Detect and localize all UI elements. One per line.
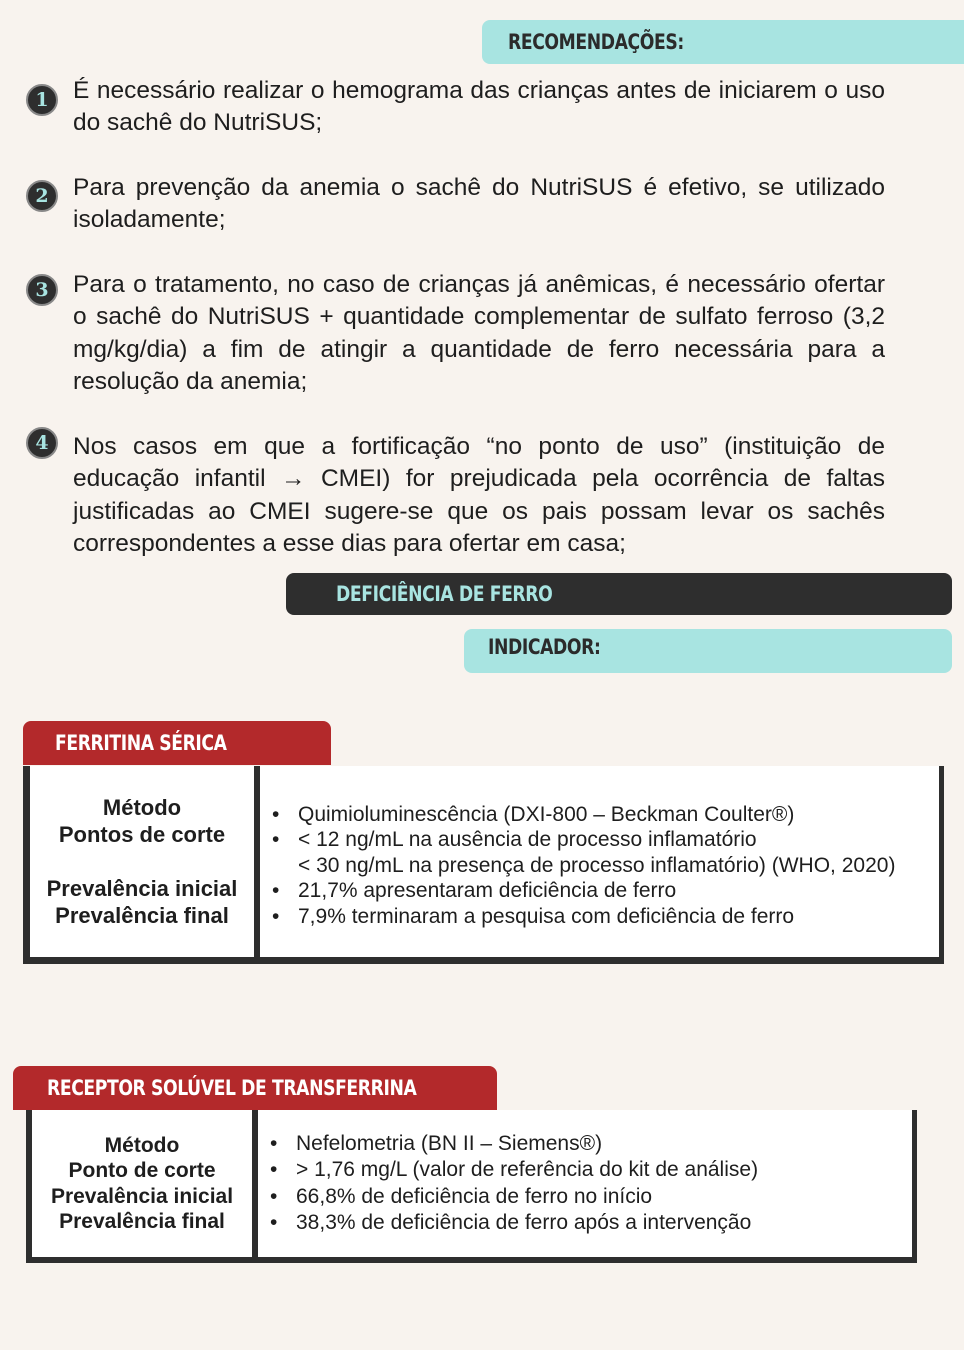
recommendation-item: É necessário realizar o hemograma das crianças antes de iniciarem o uso do sachê do NutriSUS;	[73, 77, 885, 137]
recommendation-item: Para o tratamento, no caso de crianças já anêmicas, é necessário ofertar o sachê do NutriSUS + quantidade complementar de sulfato ferroso (3,2 mg/kg/dia) a fim de atingir a quantidade de ferro necessária para a resolução da anemia;	[73, 271, 885, 395]
recommendations-heading: RECOMENDAÇÕES:	[482, 20, 964, 64]
spacer	[30, 848, 254, 875]
value-item: • 38,3% de deficiência de ferro após a intervenção	[270, 1210, 912, 1237]
receptor-table	[26, 1110, 917, 1263]
ferritina-title: FERRITINA SÉRICA	[23, 721, 331, 765]
value-item: • Nefelometria (BN II – Siemens®)	[270, 1131, 912, 1158]
value-item: • < 12 ng/mL na ausência de processo inflamatório	[272, 827, 939, 853]
value-item: • Quimioluminescência (DXI-800 – Beckman Coulter®)	[272, 802, 939, 828]
section-title: DEFICIÊNCIA DE FERRO	[286, 573, 952, 615]
number-4-icon: 4	[26, 427, 58, 459]
receptor-values	[258, 1110, 912, 1257]
value-item: • > 1,76 mg/L (valor de referência do kit de análise)	[270, 1157, 912, 1184]
number-3-icon: 3	[26, 274, 58, 306]
label-prevalencia-final: Prevalência final	[59, 1210, 225, 1233]
ferritina-labels	[30, 766, 260, 957]
recommendation-item: Nos casos em que a fortificação “no ponto de uso” (instituição de educação infantil → CMEI) for prejudicada pela ocorrência de faltas justificadas ao CMEI sugere-se que os pais possam levar os sachês correspondentes a esse dias para ofertar em casa;	[73, 433, 885, 557]
receptor-labels	[32, 1110, 258, 1257]
label-prevalencia-inicial: Prevalência inicial	[46, 876, 238, 901]
number-2-icon: 2	[26, 180, 58, 212]
receptor-title: RECEPTOR SOLÚVEL DE TRANSFERRINA	[13, 1066, 497, 1110]
recommendation-item: Para prevenção da anemia o sachê do NutriSUS é efetivo, se utilizado isoladamente;	[73, 174, 885, 234]
value-item: • 66,8% de deficiência de ferro no início	[270, 1184, 912, 1211]
number-1-icon: 1	[26, 84, 58, 116]
value-item: • 21,7% apresentaram deficiência de ferro	[272, 878, 939, 904]
label-pontos-corte: Pontos de corte	[58, 822, 226, 847]
label-prevalencia-final: Prevalência final	[55, 903, 229, 928]
indicator-label: INDICADOR:	[464, 629, 952, 673]
value-item: < 30 ng/mL na presença de processo inflamatório) (WHO, 2020)	[298, 853, 896, 877]
ferritina-table	[23, 766, 944, 964]
label-prevalencia-inicial: Prevalência inicial	[50, 1184, 234, 1208]
label-metodo: Método	[104, 1133, 180, 1157]
value-item: • 7,9% terminaram a pesquisa com deficiência de ferro	[272, 904, 939, 930]
ferritina-values	[260, 766, 939, 957]
label-metodo: Método	[102, 795, 182, 820]
label-ponto-corte: Ponto de corte	[68, 1159, 216, 1182]
